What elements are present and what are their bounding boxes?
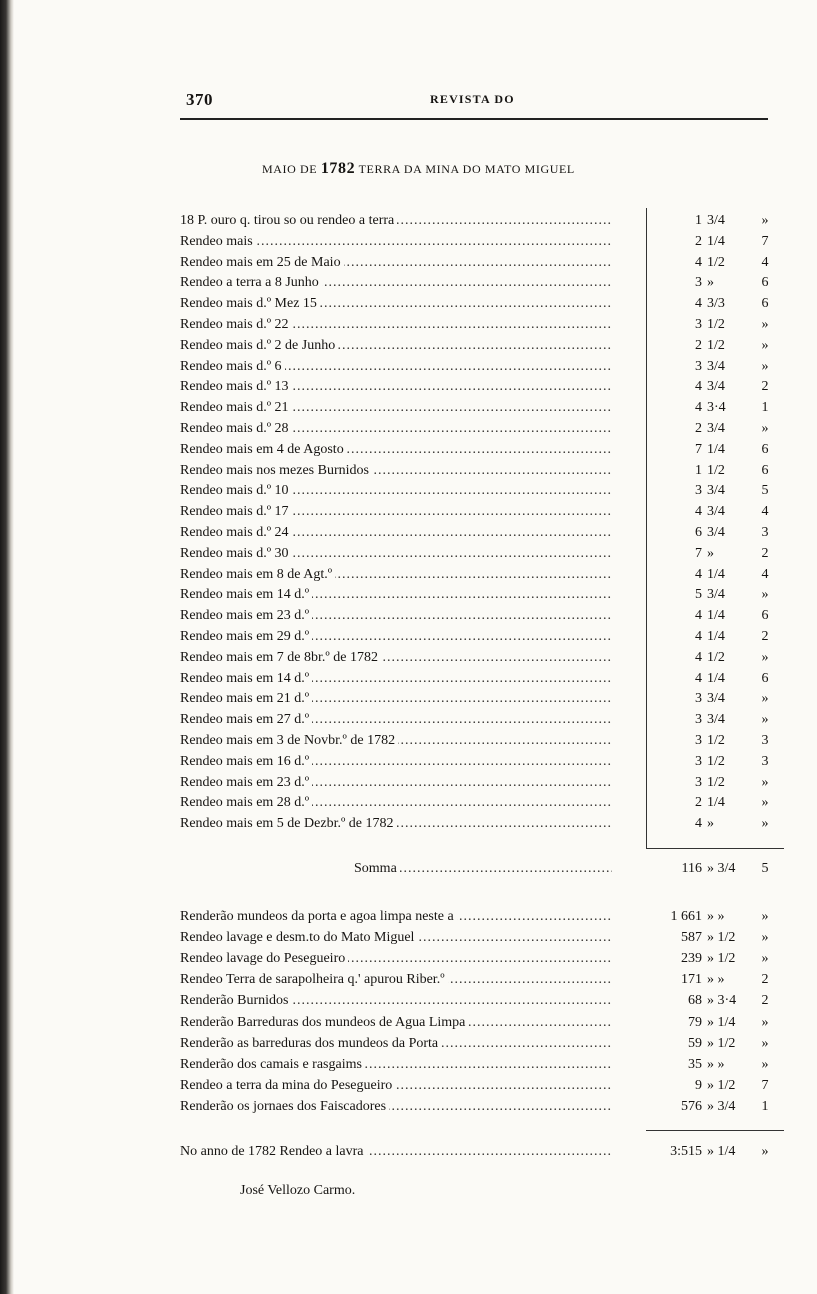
monthly-v3: » bbox=[761, 795, 769, 811]
monthly-row bbox=[180, 231, 780, 252]
monthly-v2: 3/4 bbox=[707, 712, 725, 728]
monthly-v3: 6 bbox=[761, 462, 769, 478]
monthly-label: Rendeo mais d.º 22 ..... bbox=[180, 314, 612, 335]
monthly-row bbox=[180, 501, 780, 522]
monthly-v3: » bbox=[761, 691, 769, 707]
other-v3: 2 bbox=[761, 972, 769, 988]
monthly-v3: » bbox=[761, 649, 769, 665]
total-v2: » 1/4 bbox=[707, 1144, 736, 1159]
monthly-row bbox=[180, 397, 780, 418]
other-label: Rendeo a terra da mina do Pesegueiro ..... bbox=[180, 1075, 612, 1096]
monthly-row bbox=[180, 564, 780, 585]
monthly-v2: 1/4 bbox=[707, 629, 725, 644]
monthly-v2: 3/4 bbox=[707, 421, 725, 436]
monthly-v2: 1/2 bbox=[707, 462, 725, 478]
monthly-v1: 7 bbox=[695, 441, 702, 457]
monthly-row bbox=[180, 751, 780, 772]
page-header bbox=[180, 88, 768, 114]
other-row bbox=[180, 1012, 780, 1033]
other-v1: 35 bbox=[688, 1056, 702, 1072]
monthly-v2: 1/2 bbox=[707, 337, 725, 353]
monthly-v3: 6 bbox=[761, 275, 769, 291]
monthly-row bbox=[180, 272, 780, 293]
monthly-label: Rendeo mais d.º Mez 15 ..... bbox=[180, 293, 612, 314]
monthly-v1: 4 bbox=[695, 629, 702, 644]
other-label: Rendeo lavage do Pesegueiro ..... bbox=[180, 948, 612, 969]
monthly-v2: 3/4 bbox=[707, 379, 725, 395]
monthly-v2: 1/4 bbox=[707, 441, 725, 457]
monthly-v1: 3 bbox=[695, 712, 702, 728]
monthly-v1: 3 bbox=[695, 774, 702, 790]
monthly-v1: 4 bbox=[695, 296, 702, 312]
page-number: 370 bbox=[186, 90, 213, 109]
monthly-v1: 5 bbox=[695, 587, 702, 603]
monthly-label: Rendeo mais em 8 de Agt.º ..... bbox=[180, 564, 612, 585]
somma-v3: 5 bbox=[761, 861, 769, 876]
monthly-label: Rendeo mais em 3 de Novbr.º de 1782 ..... bbox=[180, 730, 612, 751]
monthly-row bbox=[180, 668, 780, 689]
monthly-v3: » bbox=[761, 213, 769, 228]
other-row bbox=[180, 1054, 780, 1075]
monthly-v2: 1/4 bbox=[707, 795, 725, 811]
monthly-v1: 3 bbox=[695, 733, 702, 748]
other-label: Renderão as barreduras dos mundeos da Porta ..... bbox=[180, 1033, 612, 1054]
other-v3: » bbox=[761, 1014, 769, 1030]
other-v2: » 1/2 bbox=[707, 1035, 736, 1051]
monthly-v2: 1/2 bbox=[707, 733, 725, 748]
monthly-row bbox=[180, 647, 780, 668]
other-v1: 9 bbox=[695, 1077, 702, 1093]
monthly-row bbox=[180, 356, 780, 377]
monthly-row bbox=[180, 293, 780, 314]
other-row bbox=[180, 927, 780, 948]
monthly-v2: 1/4 bbox=[707, 670, 725, 686]
other-v3: » bbox=[761, 1056, 769, 1072]
monthly-row bbox=[180, 709, 780, 730]
other-v2: » 1/4 bbox=[707, 1014, 736, 1030]
monthly-v3: 1 bbox=[761, 400, 769, 416]
monthly-v2: 3/4 bbox=[707, 691, 725, 707]
monthly-v2: 1/4 bbox=[707, 566, 725, 582]
monthly-row bbox=[180, 480, 780, 501]
total-row bbox=[180, 1141, 780, 1162]
monthly-label: Rendeo mais em 28 d.º ..... bbox=[180, 792, 612, 813]
monthly-v3: 4 bbox=[761, 566, 769, 582]
other-row bbox=[180, 1096, 780, 1117]
monthly-row bbox=[180, 543, 780, 564]
monthly-v3: » bbox=[761, 774, 769, 790]
monthly-v1: 7 bbox=[695, 545, 702, 561]
other-v1: 171 bbox=[681, 972, 702, 988]
monthly-v3: 4 bbox=[761, 504, 769, 520]
monthly-label: Rendeo a terra a 8 Junho ..... bbox=[180, 272, 612, 293]
monthly-v1: 4 bbox=[695, 379, 702, 395]
monthly-v2: 1/2 bbox=[707, 753, 725, 769]
other-label: Renderão os jornaes dos Faiscadores ..... bbox=[180, 1096, 612, 1117]
monthly-label: Rendeo mais em 21 d.º ..... bbox=[180, 688, 612, 709]
monthly-label: Rendeo mais d.º 2 de Junho ..... bbox=[180, 335, 612, 356]
other-row bbox=[180, 969, 780, 990]
monthly-v1: 1 bbox=[695, 213, 702, 228]
monthly-v3: 6 bbox=[761, 296, 769, 312]
monthly-label: Rendeo mais em 23 d.º ..... bbox=[180, 605, 612, 626]
other-row bbox=[180, 948, 780, 969]
somma-row bbox=[180, 858, 780, 879]
monthly-row bbox=[180, 584, 780, 605]
monthly-label: Rendeo mais em 29 d.º ..... bbox=[180, 626, 612, 647]
monthly-v1: 3 bbox=[695, 753, 702, 769]
other-v1: 587 bbox=[681, 930, 702, 946]
monthly-v2: 1/2 bbox=[707, 649, 725, 665]
monthly-label: Rendeo mais d.º 30 ..... bbox=[180, 543, 612, 564]
monthly-v1: 1 bbox=[695, 462, 702, 478]
monthly-label: Rendeo mais em 4 de Agosto ..... bbox=[180, 439, 612, 460]
other-v3: » bbox=[761, 1035, 769, 1051]
monthly-row bbox=[180, 335, 780, 356]
other-v1: 239 bbox=[681, 951, 702, 967]
monthly-v1: 2 bbox=[695, 337, 702, 353]
monthly-v3: 3 bbox=[761, 733, 769, 748]
other-label: Renderão Barreduras dos mundeos de Agua Limpa ..... bbox=[180, 1012, 612, 1033]
other-v2: » » bbox=[707, 909, 725, 924]
monthly-v1: 3 bbox=[695, 691, 702, 707]
monthly-row bbox=[180, 522, 780, 543]
monthly-v3: 6 bbox=[761, 670, 769, 686]
other-row bbox=[180, 906, 780, 927]
running-head: REVISTA DO bbox=[430, 92, 515, 106]
monthly-label: Rendeo mais em 23 d.º ..... bbox=[180, 772, 612, 793]
monthly-v3: » bbox=[761, 337, 769, 353]
monthly-v2: » bbox=[707, 816, 714, 832]
monthly-v1: 3 bbox=[695, 317, 702, 332]
monthly-v3: » bbox=[761, 712, 769, 728]
monthly-v2: 3/4 bbox=[707, 525, 725, 540]
other-label: Rendeo Terra de sarapolheira q.' apurou Riber.º ..... bbox=[180, 969, 612, 990]
monthly-v3: 3 bbox=[761, 753, 769, 769]
monthly-v1: 4 bbox=[695, 608, 702, 624]
other-row bbox=[180, 1075, 780, 1096]
monthly-v2: 1/2 bbox=[707, 774, 725, 790]
monthly-v3: 2 bbox=[761, 545, 769, 561]
section-title bbox=[262, 160, 575, 178]
total-v1: 3:515 bbox=[670, 1144, 702, 1159]
monthly-row bbox=[180, 210, 780, 231]
total-v3: » bbox=[761, 1144, 769, 1159]
monthly-v2: » bbox=[707, 545, 714, 561]
monthly-v1: 4 bbox=[695, 566, 702, 582]
other-v3: » bbox=[761, 909, 769, 924]
monthly-v1: 3 bbox=[695, 358, 702, 374]
monthly-label: Rendeo mais d.º 21 ..... bbox=[180, 397, 612, 418]
signature: José Vellozo Carmo. bbox=[240, 1183, 356, 1198]
other-v3: 2 bbox=[761, 993, 769, 1009]
monthly-v2: 3/4 bbox=[707, 483, 725, 499]
other-label: Rendeo lavage e desm.to do Mato Miguel ..... bbox=[180, 927, 612, 948]
monthly-v3: 3 bbox=[761, 525, 769, 540]
monthly-v1: 3 bbox=[695, 275, 702, 291]
monthly-v2: 1/2 bbox=[707, 254, 725, 270]
other-v1: 1 661 bbox=[670, 909, 702, 924]
somma-label: Somma ..... bbox=[354, 858, 612, 879]
monthly-label: Rendeo mais d.º 17 ..... bbox=[180, 501, 612, 522]
monthly-label: Rendeo mais em 27 d.º ..... bbox=[180, 709, 612, 730]
somma-v2: » 3/4 bbox=[707, 861, 736, 876]
monthly-label: Rendeo mais d.º 24 ..... bbox=[180, 522, 612, 543]
monthly-v3: » bbox=[761, 816, 769, 832]
other-label: Renderão dos camais e rasgaims ..... bbox=[180, 1054, 612, 1075]
monthly-label: Rendeo mais nos mezes Burnidos ..... bbox=[180, 460, 612, 481]
other-v2: » 1/2 bbox=[707, 951, 736, 967]
monthly-v3: » bbox=[761, 587, 769, 603]
other-v2: » » bbox=[707, 972, 725, 988]
other-label: Renderão Burnidos ..... bbox=[180, 990, 612, 1011]
monthly-v1: 4 bbox=[695, 504, 702, 520]
monthly-v2: » bbox=[707, 275, 714, 291]
monthly-row bbox=[180, 605, 780, 626]
monthly-row bbox=[180, 418, 780, 439]
monthly-v1: 2 bbox=[695, 795, 702, 811]
monthly-v3: » bbox=[761, 421, 769, 436]
other-v2: » 1/2 bbox=[707, 930, 736, 946]
monthly-v1: 4 bbox=[695, 670, 702, 686]
other-v2: » 3·4 bbox=[707, 993, 737, 1009]
other-v1: 59 bbox=[688, 1035, 702, 1051]
monthly-v1: 2 bbox=[695, 233, 702, 249]
monthly-row bbox=[180, 688, 780, 709]
section-title-year: 1782 bbox=[320, 160, 356, 177]
monthly-v3: 6 bbox=[761, 441, 769, 457]
monthly-v2: 3/4 bbox=[707, 504, 725, 520]
monthly-label: Rendeo mais em 25 de Maio ..... bbox=[180, 252, 612, 273]
monthly-row bbox=[180, 792, 780, 813]
monthly-row bbox=[180, 626, 780, 647]
other-row bbox=[180, 1033, 780, 1054]
monthly-v1: 6 bbox=[695, 525, 702, 540]
monthly-row bbox=[180, 439, 780, 460]
monthly-label: Rendeo mais em 7 de 8br.º de 1782 ..... bbox=[180, 647, 612, 668]
monthly-row bbox=[180, 772, 780, 793]
monthly-row bbox=[180, 376, 780, 397]
monthly-v2: 3/4 bbox=[707, 213, 725, 228]
monthly-v2: 3·4 bbox=[707, 400, 726, 416]
monthly-label: Rendeo mais d.º 6 ..... bbox=[180, 356, 612, 377]
monthly-v3: » bbox=[761, 317, 769, 332]
monthly-row bbox=[180, 730, 780, 751]
monthly-v1: 4 bbox=[695, 254, 702, 270]
monthly-v2: 3/4 bbox=[707, 358, 725, 374]
monthly-row bbox=[180, 252, 780, 273]
monthly-v3: 2 bbox=[761, 379, 769, 395]
monthly-label: Rendeo mais em 14 d.º ..... bbox=[180, 668, 612, 689]
section-title-part2: TERRA DA MINA DO MATO MIGUEL bbox=[358, 162, 575, 176]
monthly-label: Rendeo mais d.º 10 ..... bbox=[180, 480, 612, 501]
monthly-v3: 4 bbox=[761, 254, 769, 270]
other-v1: 68 bbox=[688, 993, 702, 1009]
other-v3: » bbox=[761, 951, 769, 967]
monthly-row bbox=[180, 813, 780, 834]
total-rule bbox=[646, 1130, 784, 1131]
monthly-v3: 2 bbox=[761, 629, 769, 644]
total-label: No anno de 1782 Rendeo a lavra ..... bbox=[180, 1141, 612, 1162]
other-v2: » » bbox=[707, 1056, 725, 1072]
section-title-part1: MAIO DE bbox=[262, 162, 318, 176]
monthly-v2: 3/3 bbox=[707, 296, 725, 312]
monthly-label: Rendeo mais em 16 d.º ..... bbox=[180, 751, 612, 772]
monthly-label: Rendeo mais em 14 d.º ..... bbox=[180, 584, 612, 605]
monthly-v2: 1/2 bbox=[707, 317, 725, 332]
header-rule bbox=[180, 118, 768, 120]
other-v2: » 3/4 bbox=[707, 1098, 736, 1114]
monthly-v3: 5 bbox=[761, 483, 769, 499]
monthly-v2: 3/4 bbox=[707, 587, 725, 603]
monthly-v2: 1/4 bbox=[707, 608, 725, 624]
monthly-v1: 4 bbox=[695, 400, 702, 416]
other-v3: 7 bbox=[761, 1077, 769, 1093]
monthly-label: Rendeo mais d.º 28 ..... bbox=[180, 418, 612, 439]
other-v2: » 1/2 bbox=[707, 1077, 736, 1093]
somma-v1: 116 bbox=[681, 861, 702, 876]
monthly-v3: 7 bbox=[761, 233, 769, 249]
monthly-v1: 4 bbox=[695, 649, 702, 665]
monthly-label: Rendeo mais d.º 13 ..... bbox=[180, 376, 612, 397]
monthly-row bbox=[180, 460, 780, 481]
monthly-v1: 3 bbox=[695, 483, 702, 499]
monthly-row bbox=[180, 314, 780, 335]
other-v3: 1 bbox=[761, 1098, 769, 1114]
other-row bbox=[180, 990, 780, 1011]
sum-rule bbox=[646, 848, 784, 849]
monthly-v3: 6 bbox=[761, 608, 769, 624]
monthly-v1: 2 bbox=[695, 421, 702, 436]
monthly-v1: 4 bbox=[695, 816, 702, 832]
monthly-v3: » bbox=[761, 358, 769, 374]
other-label: Renderão mundeos da porta e agoa limpa neste a ..... bbox=[180, 906, 612, 927]
monthly-label: Rendeo mais ..... bbox=[180, 231, 612, 252]
monthly-v2: 1/4 bbox=[707, 233, 725, 249]
other-v3: » bbox=[761, 930, 769, 946]
other-v1: 79 bbox=[688, 1014, 702, 1030]
monthly-label: 18 P. ouro q. tirou so ou rendeo a terra ..... bbox=[180, 210, 612, 231]
monthly-label: Rendeo mais em 5 de Dezbr.º de 1782 ..... bbox=[180, 813, 612, 834]
other-v1: 576 bbox=[681, 1098, 702, 1114]
